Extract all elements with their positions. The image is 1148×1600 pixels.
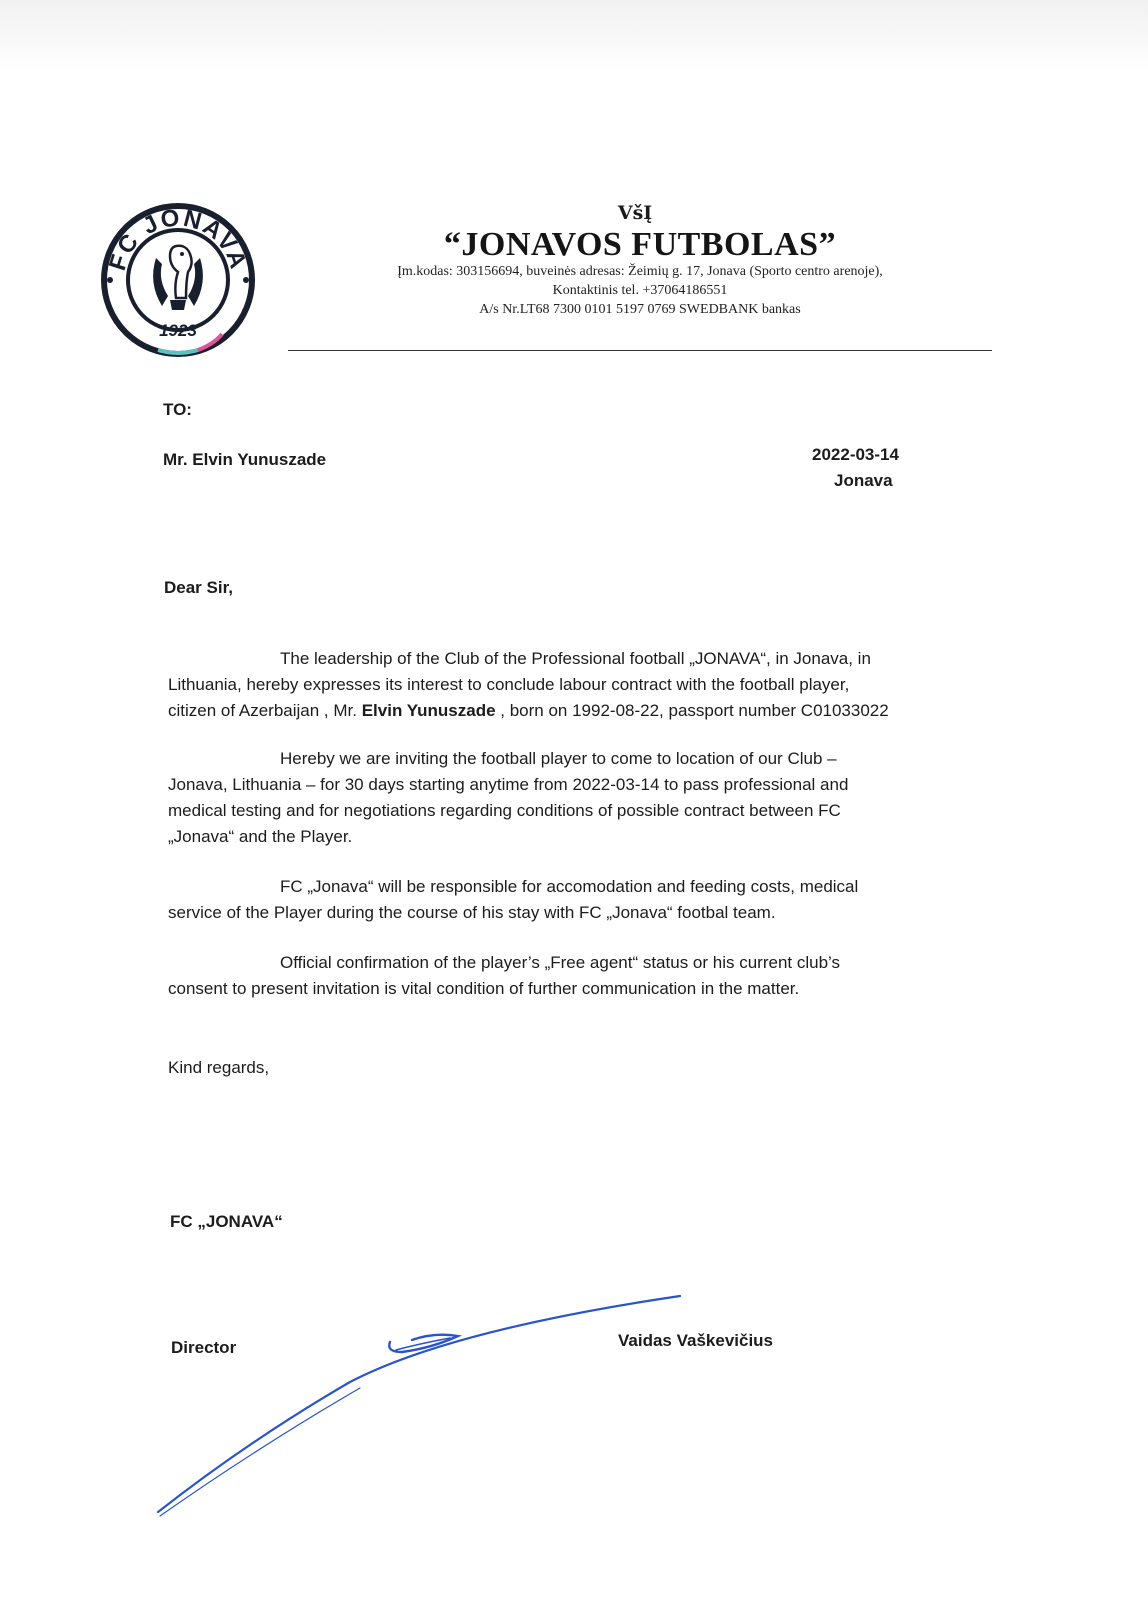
player-name: Elvin Yunuszade (361, 701, 496, 720)
letter-date: 2022-03-14 (812, 445, 899, 464)
handwritten-signature (150, 1290, 710, 1540)
org-name: “JONAVOS FUTBOLAS” (443, 226, 837, 263)
recipient-name: Mr. Elvin Yunuszade (163, 450, 327, 469)
paragraph-line: medical testing and for negotiations regarding conditions of possible contract between FC (168, 801, 841, 820)
paragraph-line: Hereby we are inviting the football player to come to location of our Club – (280, 749, 837, 768)
logo-ring-text: FC JONAVA (103, 204, 253, 274)
paragraph-line: FC „Jonava“ will be responsible for accomodation and feeding costs, medical (280, 877, 859, 896)
signatory-title: Director (171, 1338, 237, 1357)
logo-year: 1923 (159, 321, 197, 340)
paragraph-line: Lithuania, hereby expresses its interest to conclude labour contract with the football player, (168, 675, 850, 694)
paragraph-line: consent to present invitation is vital condition of further communication in the matter. (168, 979, 800, 998)
paragraph-line: Jonava, Lithuania – for 30 days starting anytime from 2022-03-14 to pass professional and (168, 775, 849, 794)
org-details-line-3: A/s Nr.LT68 7300 0101 5197 0769 SWEDBANK bankas (479, 302, 801, 317)
scan-top-band (0, 0, 1148, 70)
letterhead-divider (288, 350, 992, 351)
body-paragraph-1 (168, 646, 986, 724)
salutation: Dear Sir, (164, 578, 233, 597)
paragraph-line: „Jonava“ and the Player. (168, 827, 353, 846)
letter-place: Jonava (834, 471, 893, 490)
closing: Kind regards, (168, 1058, 270, 1077)
to-label: TO: (163, 400, 192, 419)
paragraph-line: Official confirmation of the player’s „Free agent“ status or his current club’s (280, 953, 840, 972)
club-logo (96, 188, 260, 360)
org-details-line-1: Įm.kodas: 303156694, buveinės adresas: Žeimių g. 17, Jonava (Sporto centro arenoje), (397, 264, 883, 279)
body-paragraph-2 (168, 746, 986, 850)
body-paragraph-3 (168, 874, 986, 926)
birth-passport-text: , born on 1992-08-22, passport number C01033022 (495, 701, 889, 720)
club-sign: FC „JONAVA“ (170, 1212, 283, 1231)
paragraph-line: The leadership of the Club of the Professional football „JONAVA“, in Jonava, in (280, 649, 871, 668)
paragraph-line (168, 698, 986, 724)
signatory-name: Vaidas Vaškevičius (618, 1331, 774, 1350)
paragraph-line: service of the Player during the course of his stay with FC „Jonava“ footbal team. (168, 903, 776, 922)
body-paragraph-4 (168, 950, 986, 1002)
org-details-line-2: Kontaktinis tel. +37064186551 (552, 283, 728, 298)
citizen-text: citizen of Azerbaijan , Mr. (168, 701, 362, 720)
org-type: VšĮ (617, 202, 653, 224)
